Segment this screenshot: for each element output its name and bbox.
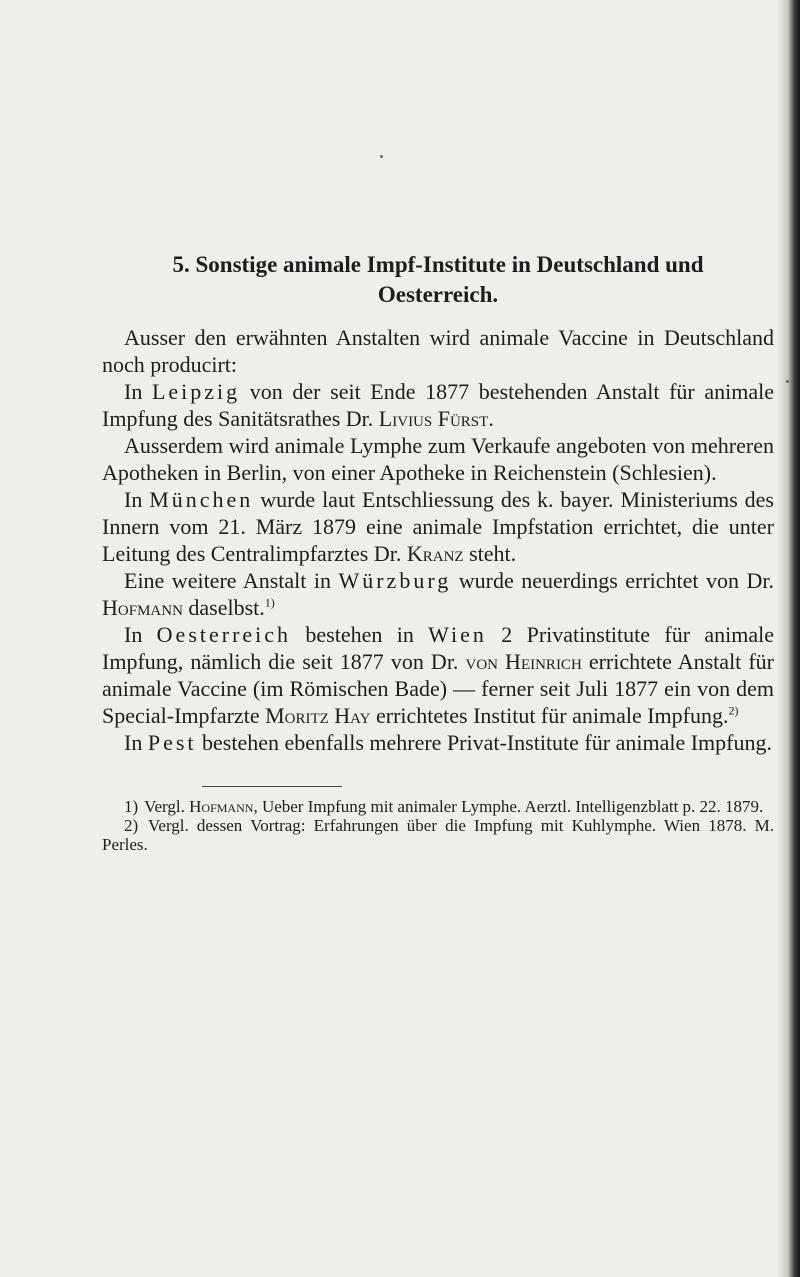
country-oesterreich: Oesterreich bbox=[156, 622, 292, 647]
text: errichtetes Institut für animale Impfung. bbox=[370, 703, 729, 728]
footnote-divider bbox=[202, 786, 342, 787]
paragraph-pest bbox=[102, 729, 774, 756]
text: errichtete Anstalt für animale Vaccine (im Römischen Bade) — ferner seit Juli 1877 ein von dem Special-Impfarzte bbox=[102, 649, 775, 728]
section-heading bbox=[102, 250, 774, 310]
person-name: Livius Fürst bbox=[378, 406, 489, 431]
paragraph-intro bbox=[102, 324, 774, 378]
text: In bbox=[124, 730, 148, 755]
text: daselbst. bbox=[182, 595, 265, 620]
person-name: Kranz bbox=[406, 541, 464, 566]
text: In bbox=[124, 487, 150, 512]
footnote-1 bbox=[102, 797, 774, 816]
footnote-ref-2[interactable]: 2) bbox=[728, 703, 739, 718]
text: Ausserdem wird animale Lymphe zum Verkaufe angeboten von mehreren Apotheken in Berlin, von einer Apotheke in Reichenstein (Schlesien). bbox=[102, 433, 774, 485]
text: , Ueber Impfung mit animaler Lymphe. Aerztl. Intelligenzblatt p. 22. 1879. bbox=[253, 797, 764, 816]
footnote-number: 2) bbox=[124, 816, 139, 835]
person-name: Moritz Hay bbox=[265, 703, 371, 728]
paragraph-intro-text: Ausser den erwähnten Anstalten wird animale Vaccine in Deutschland noch producirt: bbox=[102, 325, 774, 377]
text: Eine weitere Anstalt in bbox=[124, 568, 339, 593]
paragraph-oesterreich bbox=[102, 621, 774, 729]
text: . bbox=[488, 406, 494, 431]
paragraph-wuerzburg bbox=[102, 567, 774, 621]
text: von der seit Ende 1877 bestehenden Anstalt für animale Impfung des Sanitätsrathes Dr. bbox=[102, 379, 774, 431]
text: bestehen ebenfalls mehrere Privat-Institute für animale Impfung. bbox=[196, 730, 772, 755]
text: 2 Privatinstitute für animale Impfung, nämlich die seit 1877 von Dr. bbox=[102, 622, 774, 674]
paragraph-apotheken bbox=[102, 432, 774, 486]
heading-line-2: Oesterreich. bbox=[377, 282, 499, 307]
footnote-2 bbox=[102, 816, 774, 854]
paper-speck bbox=[380, 155, 383, 158]
document-page bbox=[102, 250, 774, 854]
paragraph-muenchen bbox=[102, 486, 774, 567]
footnote-number: 1) bbox=[124, 797, 139, 816]
city-pest: Pest bbox=[147, 730, 197, 755]
person-name: Hofmann bbox=[189, 797, 254, 816]
text: Vergl. bbox=[140, 797, 190, 816]
city-wuerzburg: Würzburg bbox=[338, 568, 452, 593]
footnote-ref-1[interactable]: 1) bbox=[264, 595, 275, 610]
page-edge-shadow bbox=[778, 0, 800, 1277]
heading-line-1: 5. Sonstige animale Impf-Institute in Deutschland und bbox=[172, 252, 704, 277]
paragraph-leipzig bbox=[102, 378, 774, 432]
person-name: Hofmann bbox=[102, 595, 183, 620]
paper-speck bbox=[786, 380, 789, 383]
footnotes bbox=[102, 786, 774, 854]
text: In bbox=[124, 622, 157, 647]
text: wurde laut Entschliessung des k. bayer. Ministeriums des Innern vom 21. März 1879 eine animale Impfstation errichtet, die unter Leitung des Centralimpfarztes Dr. bbox=[102, 487, 774, 566]
person-name: von Heinrich bbox=[465, 649, 582, 674]
text: wurde neuerdings errichtet von Dr. bbox=[451, 568, 775, 593]
text: In bbox=[124, 379, 152, 404]
city-muenchen: München bbox=[149, 487, 254, 512]
city-wien: Wien bbox=[428, 622, 487, 647]
text: steht. bbox=[463, 541, 517, 566]
city-leipzig: Leipzig bbox=[151, 379, 241, 404]
text: Vergl. dessen Vortrag: Erfahrungen über die Impfung mit Kuhlymphe. Wien 1878. M. Perles. bbox=[102, 816, 774, 854]
text: bestehen in bbox=[291, 622, 429, 647]
